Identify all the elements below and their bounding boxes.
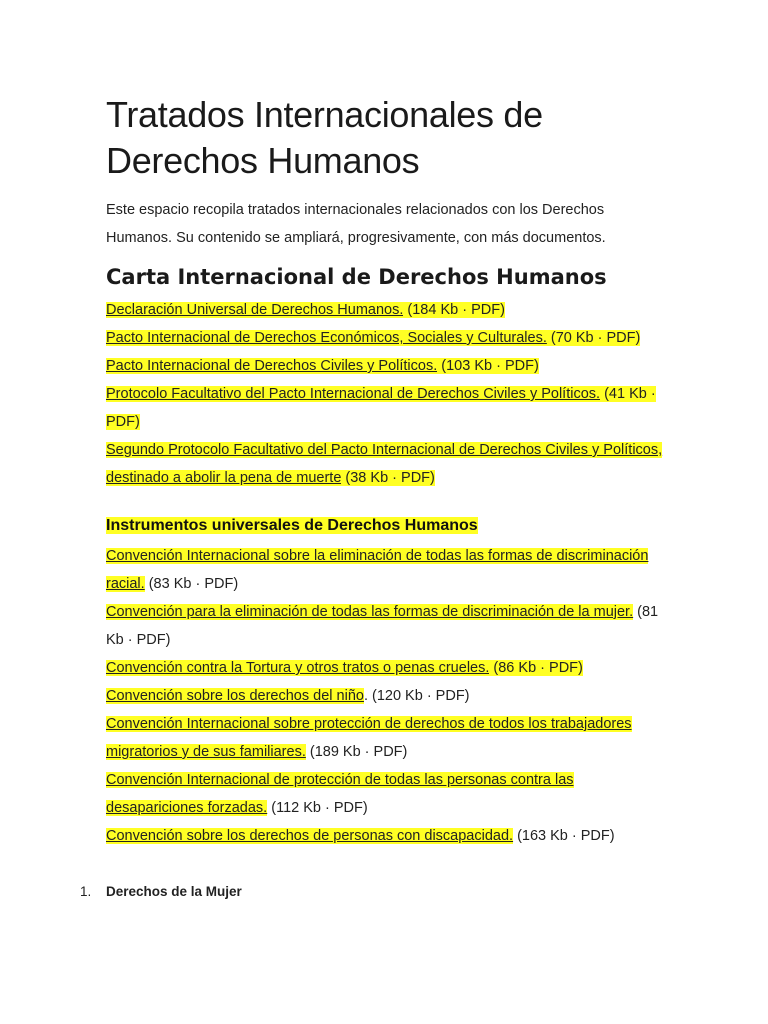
file-info: (38 Kb · PDF) (341, 470, 435, 486)
list-item (106, 710, 666, 766)
list-item (106, 766, 666, 822)
document-link[interactable]: Pacto Internacional de Derechos Económicos, Sociales y Culturales. (106, 330, 547, 346)
numbered-list-item (80, 880, 242, 904)
file-info: (103 Kb · PDF) (437, 358, 539, 374)
document-link[interactable]: Pacto Internacional de Derechos Civiles y Políticos. (106, 358, 438, 374)
file-info: (70 Kb · PDF) (546, 330, 641, 346)
section-heading-instrumentos: Instrumentos universales de Derechos Humanos (106, 517, 478, 534)
document-link[interactable]: Convención Internacional sobre protección de derechos de todos los trabajadores migratorios y de sus familiares. (106, 716, 632, 760)
list-item (106, 654, 666, 682)
file-info: . (120 Kb · PDF) (363, 688, 470, 704)
document-link[interactable]: Convención Internacional de protección de todas las personas contra las desapariciones forzadas. (106, 772, 574, 816)
page-title: Tratados Internacionales de Derechos Humanos (106, 94, 543, 181)
list-item (106, 822, 666, 850)
document-link[interactable]: Convención sobre los derechos de personas con discapacidad. (106, 828, 514, 844)
list-item (106, 324, 666, 352)
file-info: (184 Kb · PDF) (403, 302, 505, 318)
file-info: (81 Kb · PDF) (106, 604, 659, 648)
list-item (106, 296, 666, 324)
intro-paragraph: Este espacio recopila tratados internacionales relacionados con los Derechos Humanos. Su contenido se ampliará, progresivamente, con más documentos. (106, 202, 606, 246)
section-heading-carta: Carta Internacional de Derechos Humanos (106, 265, 607, 289)
file-info: (163 Kb · PDF) (513, 828, 615, 844)
document-link[interactable]: Declaración Universal de Derechos Humanos. (106, 302, 404, 318)
list-item-label: Derechos de la Mujer (106, 884, 242, 899)
file-info: (83 Kb · PDF) (144, 576, 239, 592)
list-item (106, 598, 666, 654)
list-item (106, 542, 666, 598)
file-info: (86 Kb · PDF) (489, 660, 583, 676)
list-item (106, 380, 666, 436)
document-link[interactable]: Convención para la eliminación de todas las formas de discriminación de la mujer. (106, 604, 634, 620)
instrumentos-list (106, 542, 666, 850)
file-info: (41 Kb · PDF) (106, 386, 656, 430)
carta-list (106, 296, 666, 492)
document-link[interactable]: Convención sobre los derechos del niño (106, 688, 364, 704)
file-info: (112 Kb · PDF) (267, 800, 368, 816)
file-info: (189 Kb · PDF) (305, 744, 408, 760)
list-item (106, 682, 666, 710)
list-item (106, 352, 666, 380)
document-page (106, 92, 666, 850)
document-link[interactable]: Segundo Protocolo Facultativo del Pacto Internacional de Derechos Civiles y Políticos, destinado a abolir la pena de muerte (106, 442, 663, 486)
document-link[interactable]: Convención contra la Tortura y otros tratos o penas crueles. (106, 660, 490, 676)
document-link[interactable]: Convención Internacional sobre la eliminación de todas las formas de discriminación racial. (106, 548, 649, 592)
list-number: 1. (80, 884, 92, 899)
list-item (106, 436, 666, 492)
document-link[interactable]: Protocolo Facultativo del Pacto Internacional de Derechos Civiles y Políticos. (106, 386, 601, 402)
